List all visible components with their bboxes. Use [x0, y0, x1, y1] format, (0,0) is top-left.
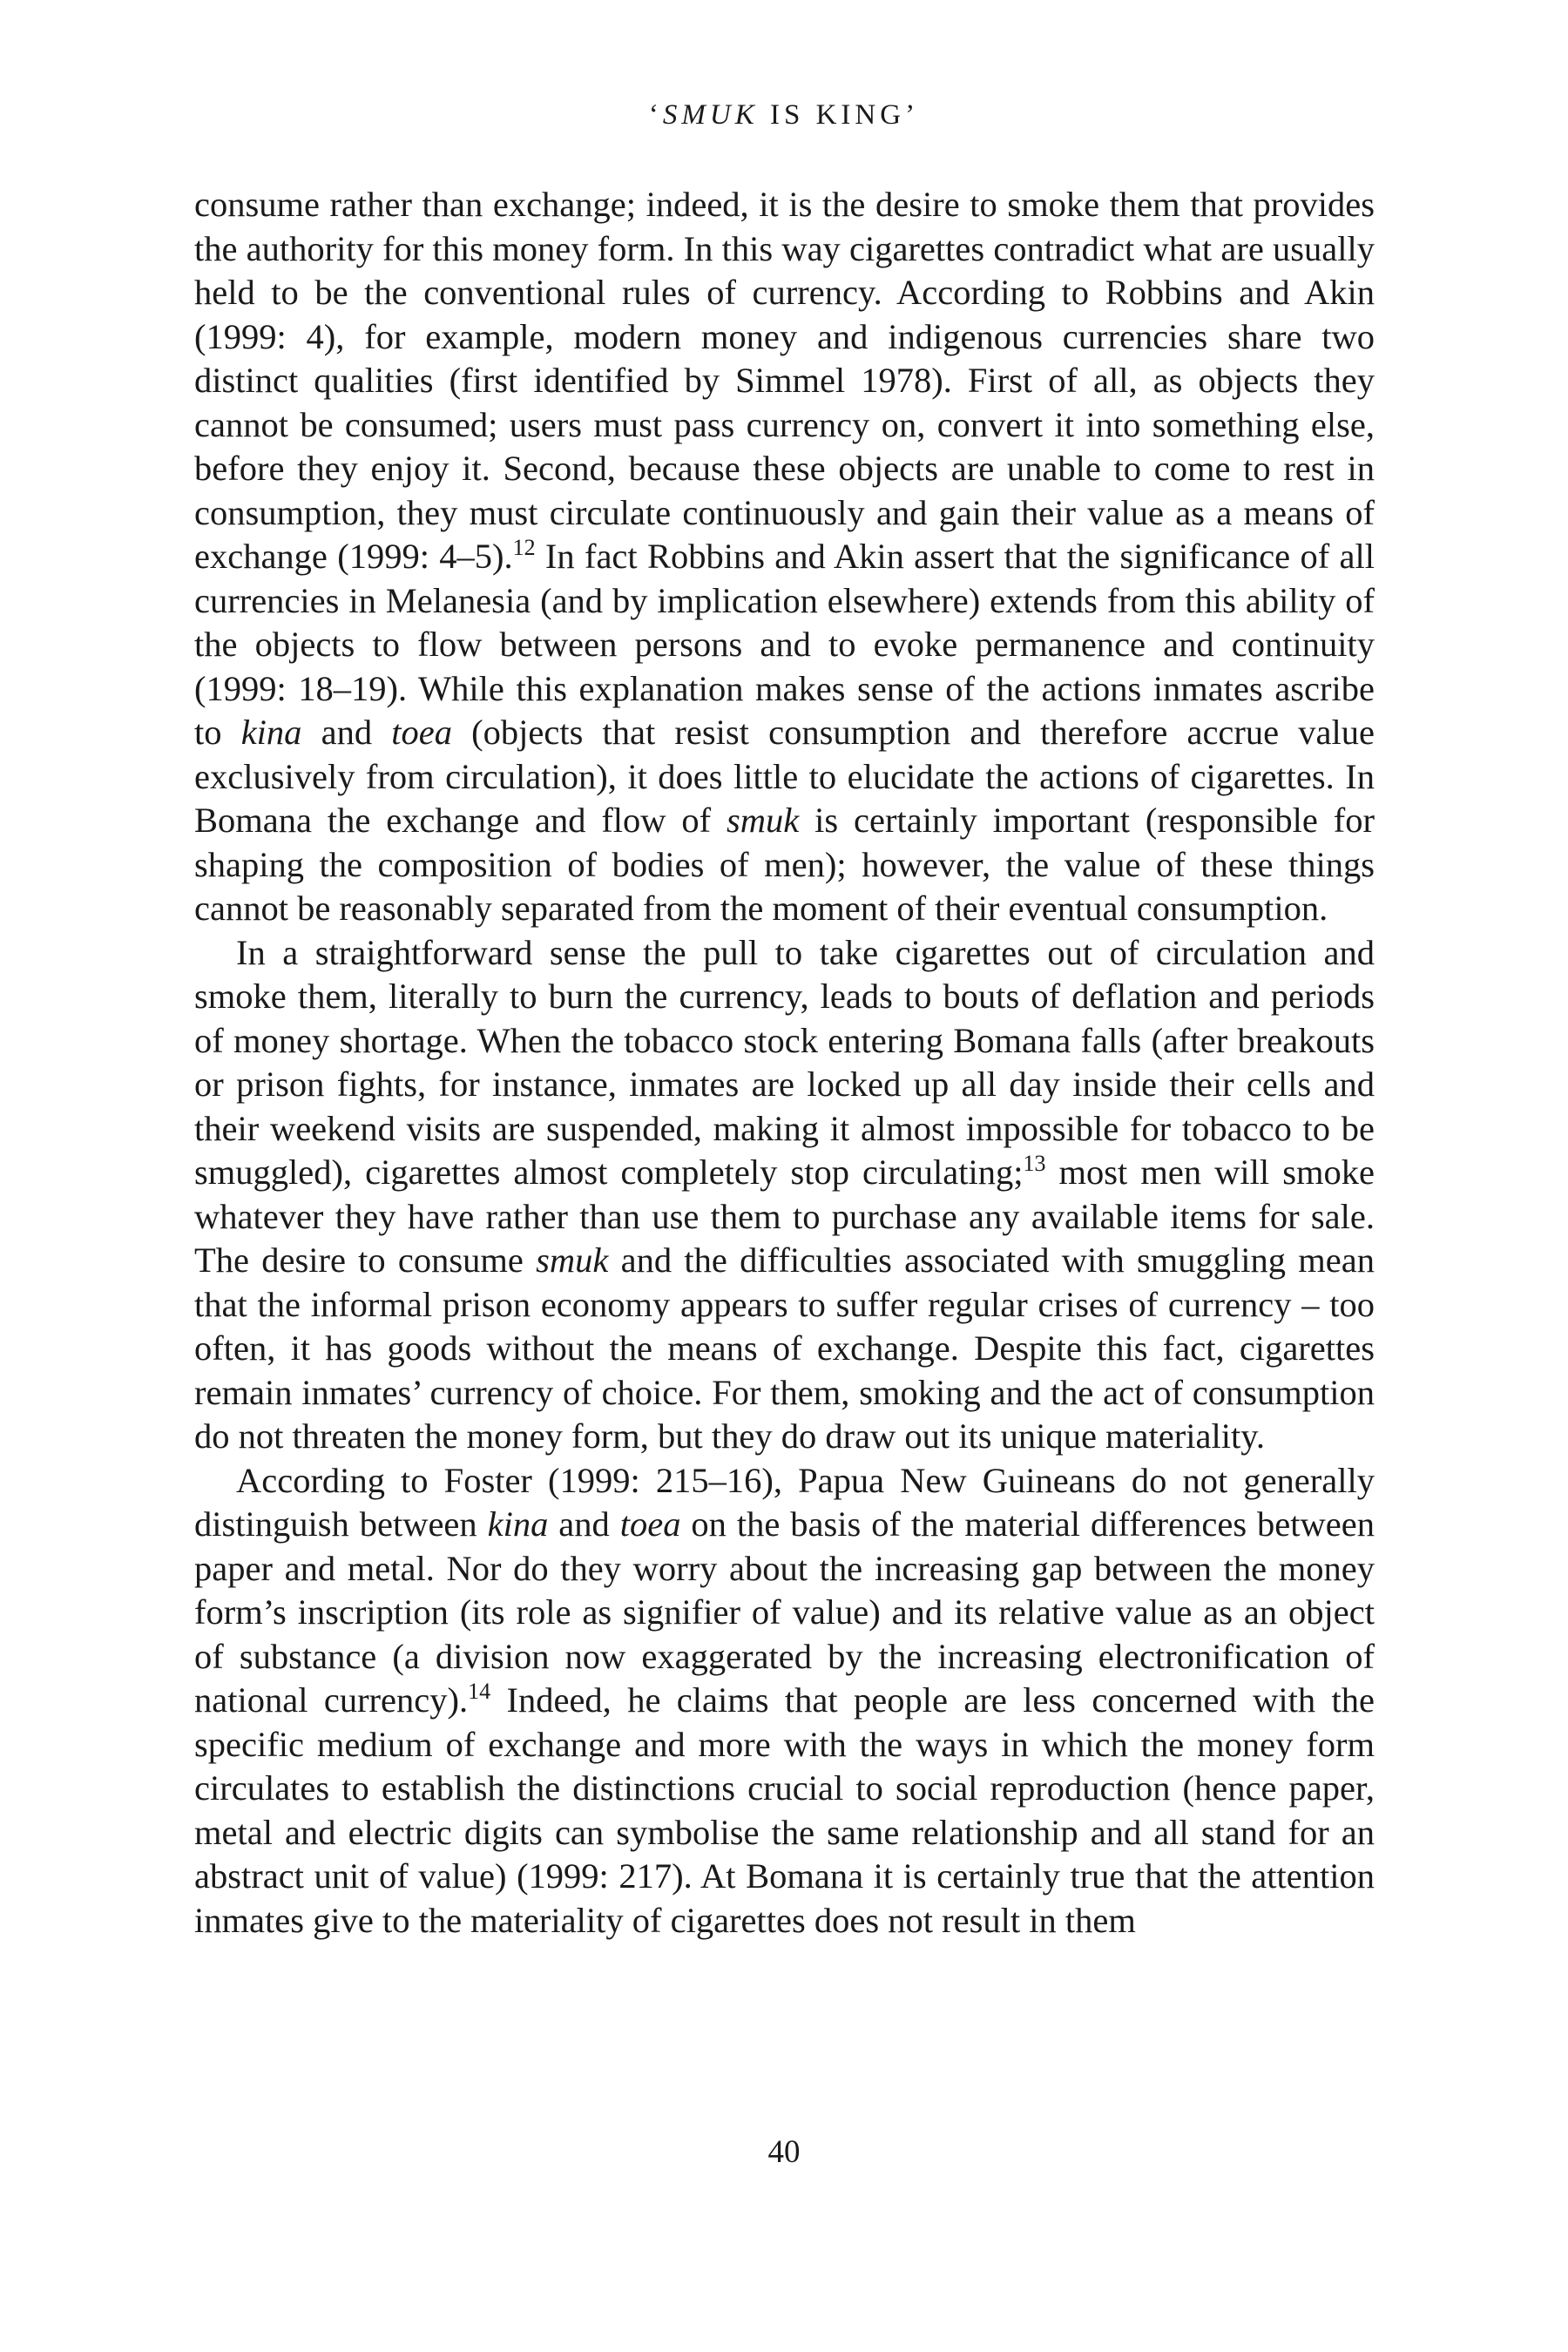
- text-run: (objects that resist consumption and therefore accrue value exclusively from circulation), it does little to elucidate the actions of cigarettes. In Bomana the exchange and flow of: [194, 713, 1375, 840]
- text-run: and the difficulties associated with smuggling mean that the informal prison economy appears to suffer regular crises of currency – too often, it has goods without the means of exchange. Despite this fact, cigarettes remain inmates’ currency of choice. For them, smoking and the act of consumption do not threaten the money form, but they do draw out its unique materiality.: [194, 1240, 1375, 1456]
- text-run: and: [301, 713, 392, 752]
- page-number: 40: [767, 2134, 801, 2170]
- text-run: and: [548, 1504, 620, 1544]
- italic-term: smuk: [536, 1240, 609, 1280]
- running-head-smuk: SMUK: [662, 99, 759, 131]
- text-run: According to Foster (1999: 215–16), Papua New Guineans do not generally distinguish between: [194, 1460, 1375, 1544]
- running-head-open-quote: ‘: [648, 99, 663, 131]
- running-head-rest: IS KING’: [758, 99, 920, 131]
- footnote-ref: 12: [512, 535, 536, 560]
- paragraph: [194, 931, 1375, 1459]
- italic-term: kina: [240, 713, 302, 752]
- paragraph: [194, 183, 1375, 931]
- italic-term: smuk: [727, 801, 800, 840]
- text-run: In a straightforward sense the pull to take cigarettes out of circulation and smoke them, literally to burn the currency, leads to bouts of deflation and periods of money shortage. When the tobacco stock entering Bomana falls (after breakouts or prison fights, for instance, inmates are locked up all day inside their cells and their weekend visits are suspended, making it almost impossible for tobacco to be smuggled), cigarettes almost completely stop circulating;: [194, 932, 1375, 1192]
- running-head: [0, 98, 1568, 132]
- text-run: on the basis of the material differences between paper and metal. Nor do they worry about the increasing gap between the money form’s inscription (its role as signifier of value) and its relative value as an object of substance (a division now exaggerated by the increasing electronification of national currency).: [194, 1504, 1375, 1720]
- paragraph: [194, 1459, 1375, 1943]
- footnote-ref: 14: [468, 1679, 491, 1704]
- body-text: [194, 183, 1375, 1943]
- italic-term: toea: [619, 1504, 681, 1544]
- text-run: In fact Robbins and Akin assert that the significance of all currencies in Melanesia (and by implication elsewhere) extends from this ability of the objects to flow between persons and to evoke permanence and continuity (1999: 18–19). While this explanation makes sense of the actions inmates ascribe to: [194, 537, 1375, 752]
- text-run: is certainly important (responsible for shaping the composition of bodies of men); however, the value of these things cannot be reasonably separated from the moment of their eventual consumption.: [194, 801, 1375, 928]
- italic-term: kina: [487, 1504, 549, 1544]
- text-run: most men will smoke whatever they have rather than use them to purchase any available items for sale. The desire to consume: [194, 1152, 1375, 1280]
- italic-term: toea: [391, 713, 452, 752]
- footnote-ref: 13: [1023, 1151, 1046, 1176]
- text-run: Indeed, he claims that people are less concerned with the specific medium of exchange and more with the ways in which the money form circulates to establish the distinctions crucial to social reproduction (hence paper, metal and electric digits can symbolise the same relationship and all stand for an abstract unit of value) (1999: 217). At Bomana it is certainly true that the attention inmates give to the materiality of cigarettes does not result in them: [194, 1680, 1375, 1940]
- text-run: consume rather than exchange; indeed, it is the desire to smoke them that provides the authority for this money form. In this way cigarettes contradict what are usually held to be the conventional rules of currency. According to Robbins and Akin (1999: 4), for example, modern money and indigenous currencies share two distinct qualities (first identified by Simmel 1978). First of all, as objects they cannot be consumed; users must pass currency on, convert it into something else, before they enjoy it. Second, because these objects are unable to come to rest in consumption, they must circulate continuously and gain their value as a means of exchange (1999: 4–5).: [194, 185, 1375, 576]
